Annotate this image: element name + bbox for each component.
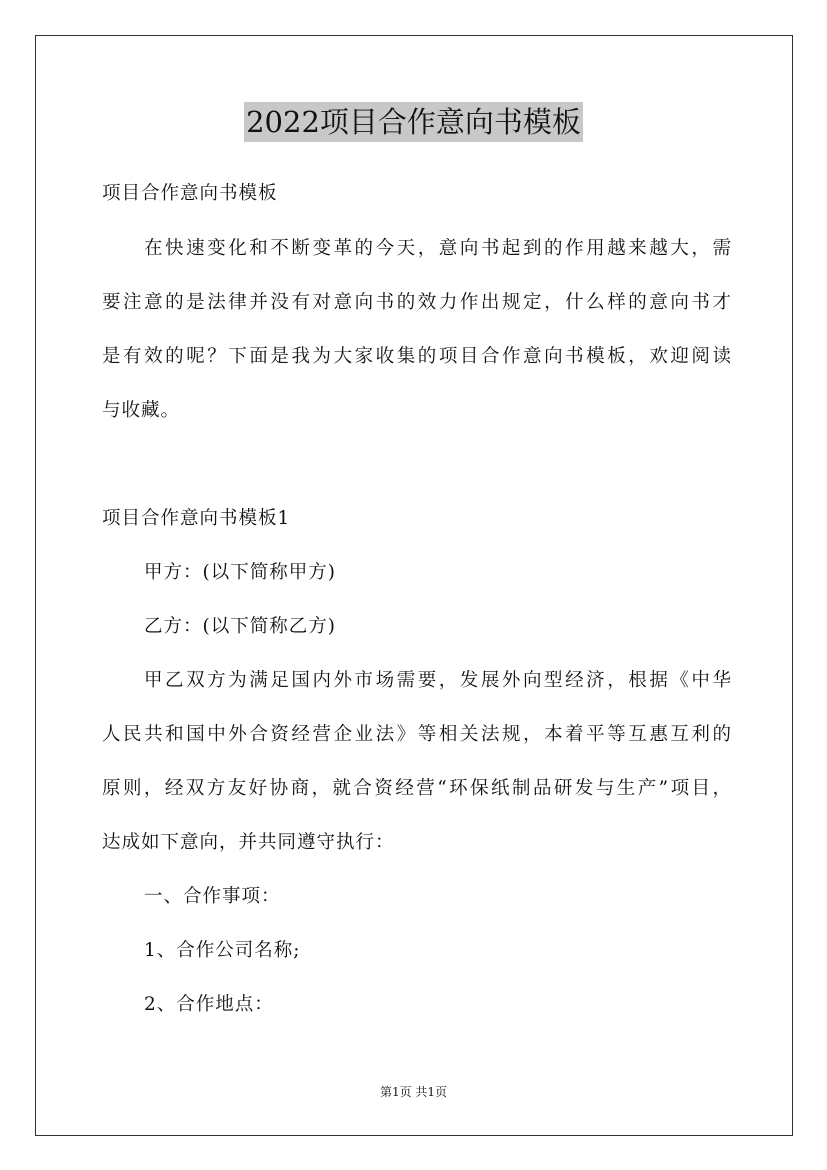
intro-line-1: 在快速变化和不断变革的今天，意向书起到的作用越来越大，需 xyxy=(144,238,732,259)
clause-heading: 一、合作事项： xyxy=(144,886,281,907)
clause-item-1: 1、合作公司名称; xyxy=(144,940,301,961)
document-subtitle: 项目合作意向书模板 xyxy=(102,183,278,204)
party-b-line: 乙方：(以下简称乙方) xyxy=(144,616,336,637)
section-heading: 项目合作意向书模板1 xyxy=(102,508,291,529)
body-line-2: 人民共和国中外合资经营企业法》等相关法规，本着平等互惠互利的 xyxy=(102,724,732,745)
intro-line-3: 是有效的呢？下面是我为大家收集的项目合作意向书模板，欢迎阅读 xyxy=(102,346,732,367)
intro-line-4: 与收藏。 xyxy=(102,400,181,421)
body-line-4: 达成如下意向，并共同遵守执行： xyxy=(102,832,395,853)
body-line-3: 原则，经双方友好协商，就合资经营“环保纸制品研发与生产”项目， xyxy=(102,778,732,799)
body-line-1: 甲乙双方为满足国内外市场需要，发展外向型经济，根据《中华 xyxy=(144,670,732,691)
party-a-line: 甲方：(以下简称甲方) xyxy=(144,562,336,583)
document-title: 2022项目合作意向书模板 xyxy=(244,102,583,142)
page-footer: 第1页 共1页 xyxy=(379,1085,448,1099)
intro-line-2: 要注意的是法律并没有对意向书的效力作出规定，什么样的意向书才 xyxy=(102,292,732,313)
clause-item-2: 2、合作地点： xyxy=(144,994,274,1015)
title-wrap xyxy=(0,102,827,142)
